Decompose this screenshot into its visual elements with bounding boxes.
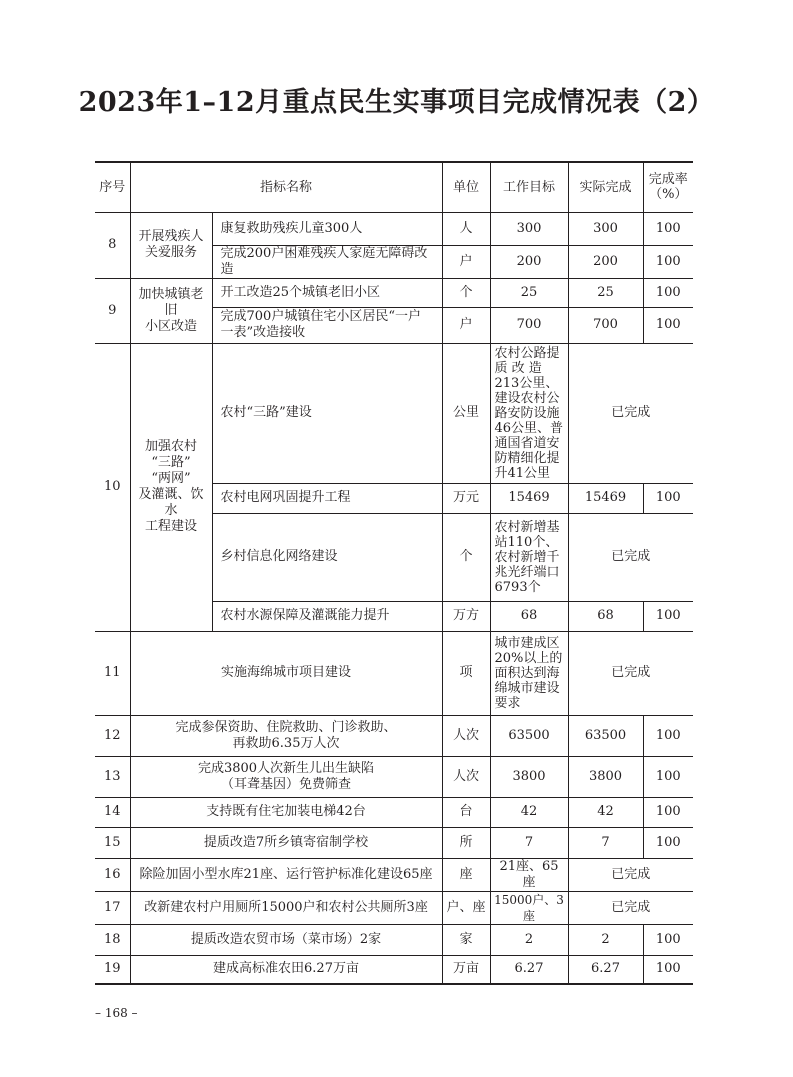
results-table: [95, 161, 693, 985]
unit-cell: 万方: [442, 601, 490, 631]
seq-cell: 12: [95, 715, 130, 756]
actual-cell: 25: [568, 278, 643, 307]
seq-cell: 14: [95, 797, 130, 827]
table-row: [95, 955, 693, 984]
unit-cell: 户、座: [442, 891, 490, 924]
item-name: 完成200户困难残疾人家庭无障碍改造: [212, 245, 442, 278]
rate-cell: 100: [643, 278, 693, 307]
table-row: [95, 827, 693, 858]
table-row: [95, 891, 693, 924]
unit-cell: 家: [442, 924, 490, 955]
item-name: 完成700户城镇住宅小区居民“一户 一表”改造接收: [212, 307, 442, 343]
header-actual: 实际完成: [568, 162, 643, 212]
rate-cell: 100: [643, 601, 693, 631]
item-name: 康复救助残疾儿童300人: [212, 212, 442, 245]
rate-cell: 100: [643, 797, 693, 827]
item-name: 改新建农村户用厕所15000户和农村公共厕所3座: [130, 891, 442, 924]
page-number: – 168 –: [95, 1006, 138, 1020]
done-cell: 已完成: [568, 343, 693, 483]
actual-cell: 300: [568, 212, 643, 245]
item-name: 农村电网巩固提升工程: [212, 483, 442, 513]
unit-cell: 项: [442, 631, 490, 715]
done-cell: 已完成: [568, 891, 693, 924]
target-cell: 42: [490, 797, 568, 827]
target-cell: 15000户、3座: [490, 891, 568, 924]
group-cell: 开展残疾人 关爱服务: [130, 212, 212, 278]
target-cell: 300: [490, 212, 568, 245]
unit-cell: 户: [442, 245, 490, 278]
target-cell: 700: [490, 307, 568, 343]
item-name: 完成3800人次新生儿出生缺陷 （耳聋基因）免费筛查: [130, 756, 442, 797]
target-cell: 农村公路提 质 改 造 213公里、 建设农村公 路安防设施 46公里、普 通国省道安 防精细化提 升41公里: [490, 343, 568, 483]
actual-cell: 200: [568, 245, 643, 278]
unit-cell: 所: [442, 827, 490, 858]
page-title: 2023年1–12月重点民生实事项目完成情况表（2）: [78, 87, 715, 118]
unit-cell: 个: [442, 513, 490, 601]
actual-cell: 42: [568, 797, 643, 827]
seq-cell: 8: [95, 212, 130, 278]
rate-cell: 100: [643, 827, 693, 858]
table-row: [95, 212, 693, 245]
seq-cell: 16: [95, 858, 130, 891]
seq-cell: 19: [95, 955, 130, 984]
target-cell: 6.27: [490, 955, 568, 984]
unit-cell: 人: [442, 212, 490, 245]
seq-cell: 11: [95, 631, 130, 715]
done-cell: 已完成: [568, 631, 693, 715]
rate-cell: 100: [643, 715, 693, 756]
item-name: 除险加固小型水库21座、运行管护标准化建设65座: [130, 858, 442, 891]
item-name: 开工改造25个城镇老旧小区: [212, 278, 442, 307]
rate-cell: 100: [643, 245, 693, 278]
item-name: 农村“三路”建设: [212, 343, 442, 483]
item-name: 提质改造农贸市场（菜市场）2家: [130, 924, 442, 955]
target-cell: 21座、65座: [490, 858, 568, 891]
actual-cell: 3800: [568, 756, 643, 797]
seq-cell: 18: [95, 924, 130, 955]
target-cell: 63500: [490, 715, 568, 756]
table-row: [95, 278, 693, 307]
table-row: [95, 756, 693, 797]
unit-cell: 台: [442, 797, 490, 827]
actual-cell: 63500: [568, 715, 643, 756]
rate-cell: 100: [643, 955, 693, 984]
target-cell: 200: [490, 245, 568, 278]
table-row: [95, 715, 693, 756]
target-cell: 3800: [490, 756, 568, 797]
target-cell: 25: [490, 278, 568, 307]
item-name: 提质改造7所乡镇寄宿制学校: [130, 827, 442, 858]
item-name: 建成高标准农田6.27万亩: [130, 955, 442, 984]
group-cell: 加强农村 “三路” “两网” 及灌溉、饮水 工程建设: [130, 343, 212, 631]
unit-cell: 人次: [442, 756, 490, 797]
target-cell: 城市建成区 20%以上的 面积达到海 绵城市建设 要求: [490, 631, 568, 715]
done-cell: 已完成: [568, 858, 693, 891]
actual-cell: 700: [568, 307, 643, 343]
target-cell: 2: [490, 924, 568, 955]
seq-cell: 9: [95, 278, 130, 343]
unit-cell: 户: [442, 307, 490, 343]
unit-cell: 座: [442, 858, 490, 891]
unit-cell: 万亩: [442, 955, 490, 984]
unit-cell: 公里: [442, 343, 490, 483]
header-target: 工作目标: [490, 162, 568, 212]
target-cell: 15469: [490, 483, 568, 513]
unit-cell: 人次: [442, 715, 490, 756]
item-name: 实施海绵城市项目建设: [130, 631, 442, 715]
item-name: 支持既有住宅加装电梯42台: [130, 797, 442, 827]
table-row: [95, 797, 693, 827]
seq-cell: 10: [95, 343, 130, 631]
rate-cell: 100: [643, 212, 693, 245]
unit-cell: 万元: [442, 483, 490, 513]
seq-cell: 15: [95, 827, 130, 858]
actual-cell: 15469: [568, 483, 643, 513]
actual-cell: 2: [568, 924, 643, 955]
rate-cell: 100: [643, 924, 693, 955]
done-cell: 已完成: [568, 513, 693, 601]
table-row: [95, 858, 693, 891]
header-seq: 序号: [95, 162, 130, 212]
target-cell: 7: [490, 827, 568, 858]
seq-cell: 13: [95, 756, 130, 797]
unit-cell: 个: [442, 278, 490, 307]
item-name: 农村水源保障及灌溉能力提升: [212, 601, 442, 631]
rate-cell: 100: [643, 307, 693, 343]
target-cell: 68: [490, 601, 568, 631]
header-rate: 完成率 （%）: [643, 162, 693, 212]
actual-cell: 6.27: [568, 955, 643, 984]
header-name: 指标名称: [130, 162, 442, 212]
group-cell: 加快城镇老旧 小区改造: [130, 278, 212, 343]
header-unit: 单位: [442, 162, 490, 212]
item-name: 完成参保资助、住院救助、门诊救助、 再救助6.35万人次: [130, 715, 442, 756]
table-row: [95, 631, 693, 715]
item-name: 乡村信息化网络建设: [212, 513, 442, 601]
rate-cell: 100: [643, 483, 693, 513]
target-cell: 农村新增基 站110个、 农村新增千 兆光纤端口 6793个: [490, 513, 568, 601]
rate-cell: 100: [643, 756, 693, 797]
seq-cell: 17: [95, 891, 130, 924]
table-row: [95, 343, 693, 483]
table-row: [95, 924, 693, 955]
actual-cell: 7: [568, 827, 643, 858]
header-row: [95, 162, 693, 212]
actual-cell: 68: [568, 601, 643, 631]
